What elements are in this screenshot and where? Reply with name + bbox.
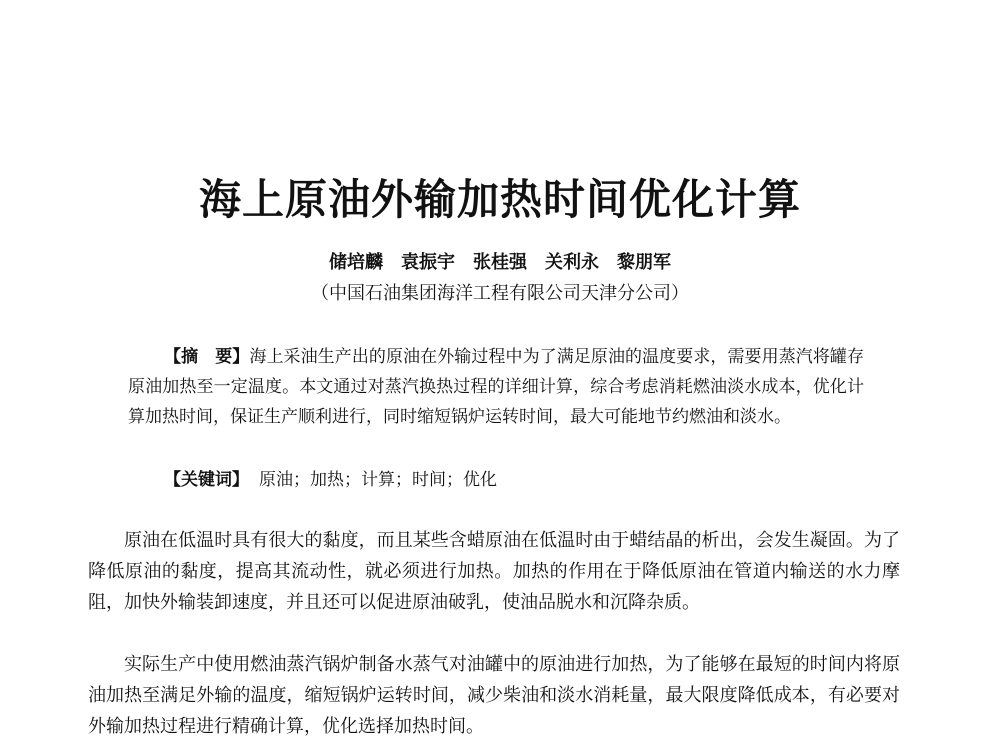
abstract: [128, 342, 864, 432]
abstract-label: 【摘 要】: [164, 347, 250, 367]
keywords-text: 原油；加热；计算；时间；优化: [259, 470, 497, 490]
keywords: [164, 465, 864, 495]
affiliation: （中国石油集团海洋工程有限公司天津分公司）: [311, 283, 689, 304]
body-paragraph: 实际生产中使用燃油蒸汽锅炉制备水蒸气对油罐中的原油进行加热，为了能够在最短的时间内将原油加热至满足外输的温度，缩短锅炉运转时间，减少柴油和淡水消耗量，最大限度降低成本，有必要对外输加热过程进行精确计算，优化选择加热时间。: [88, 654, 900, 737]
body-paragraph: 原油在低温时具有很大的黏度，而且某些含蜡原油在低温时由于蜡结晶的析出，会发生凝固。为了降低原油的黏度，提高其流动性，就必须进行加热。加热的作用在于降低原油在管道内输送的水力摩阻，加快外输装卸速度，并且还可以促进原油破乳，使油品脱水和沉降杂质。: [88, 530, 900, 613]
keywords-label: 【关键词】: [164, 470, 249, 490]
paper-title: 海上原油外输加热时间优化计算: [198, 175, 801, 224]
author-list: 储培麟 袁振宇 张桂强 关利永 黎朋军: [329, 252, 671, 273]
abstract-text: 海上采油生产出的原油在外输过程中为了满足原油的温度要求，需要用蒸汽将罐存原油加热至一定温度。本文通过对蒸汽换热过程的详细计算，综合考虑消耗燃油淡水成本，优化计算加热时间，保证生产顺利进行，同时缩短锅炉运转时间，最大可能地节约燃油和淡水。: [128, 347, 864, 427]
